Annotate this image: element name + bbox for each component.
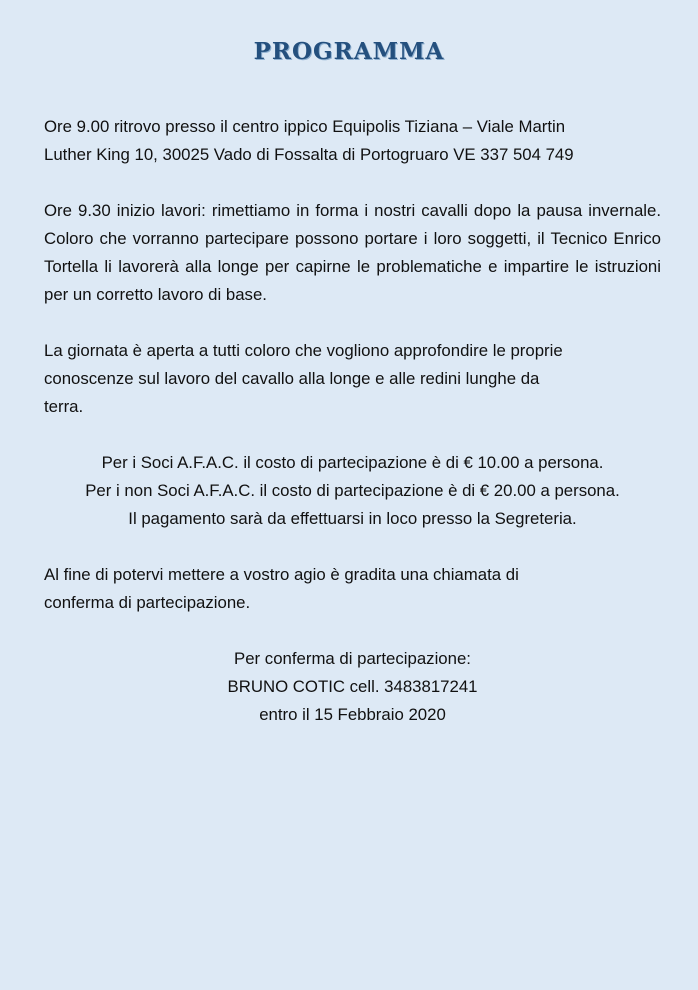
page-title: PROGRAMMA xyxy=(253,38,445,65)
ritrovo-line-1: Ore 9.00 ritrovo presso il centro ippico Equipolis Tiziana – Viale Martin xyxy=(44,117,566,136)
paragraph-conferma xyxy=(44,645,661,729)
conferma-heading: Per conferma di partecipazione: xyxy=(234,649,471,668)
paragraph-lavori: Ore 9.30 inizio lavori: rimettiamo in forma i nostri cavalli dopo la pausa invernale. Coloro che vorranno partecipare possono portare i loro soggetti, il Tecnico Enrico Tortella li lavorerà alla longe per capirne le problematiche e impartire le istruzioni per un corretto lavoro di base. xyxy=(44,201,661,304)
paragraph-costi xyxy=(44,449,661,533)
pagamento-info: Il pagamento sarà da effettuarsi in loco presso la Segreteria. xyxy=(128,509,577,528)
paragraph-ritrovo xyxy=(44,113,661,169)
giornata-line-3: terra. xyxy=(44,397,84,416)
giornata-line-2: conoscenze sul lavoro del cavallo alla longe e alle redini lunghe da xyxy=(44,369,540,388)
ritrovo-line-2: Luther King 10, 30025 Vado di Fossalta di Portogruaro VE 337 504 749 xyxy=(44,145,574,164)
costo-soci: Per i Soci A.F.A.C. il costo di partecipazione è di € 10.00 a persona. xyxy=(101,453,604,472)
conferma-deadline: entro il 15 Febbraio 2020 xyxy=(259,705,446,724)
costo-non-soci: Per i non Soci A.F.A.C. il costo di partecipazione è di € 20.00 a persona. xyxy=(85,481,620,500)
paragraph-giornata xyxy=(44,337,661,421)
conferma-contact: BRUNO COTIC cell. 3483817241 xyxy=(227,677,478,696)
chiamata-line-2: conferma di partecipazione. xyxy=(44,593,251,612)
chiamata-line-1: Al fine di potervi mettere a vostro agio è gradita una chiamata di xyxy=(44,565,519,584)
giornata-line-1: La giornata è aperta a tutti coloro che vogliono approfondire le proprie xyxy=(44,341,563,360)
document-body xyxy=(44,113,661,757)
paragraph-chiamata xyxy=(44,561,661,617)
